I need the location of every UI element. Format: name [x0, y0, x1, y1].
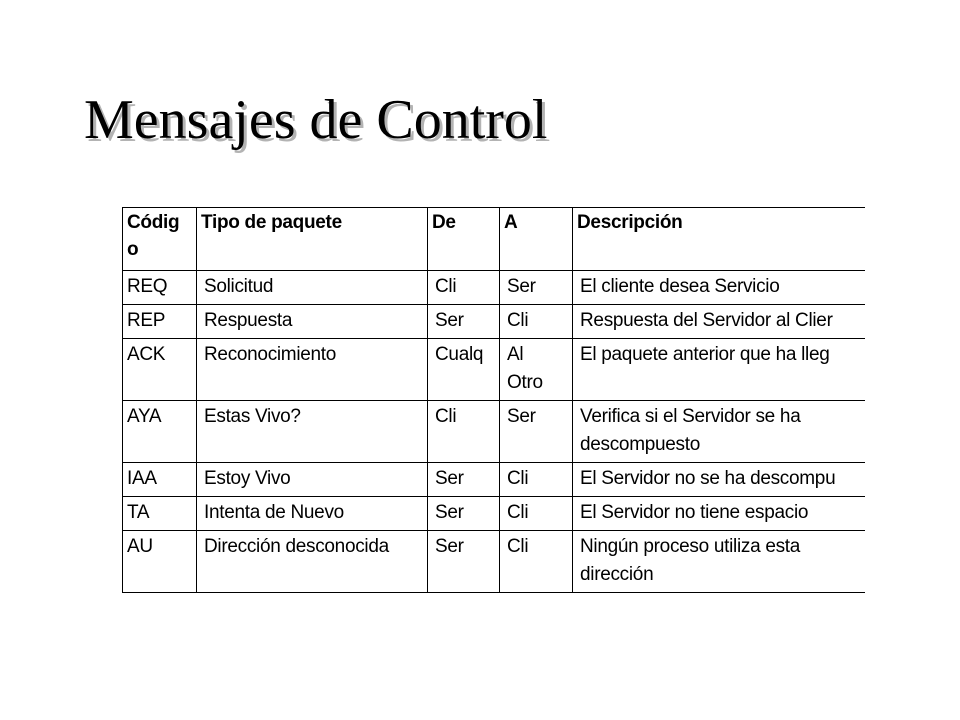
cell-type: Solicitud — [197, 271, 428, 305]
cell-code: ACK — [123, 339, 197, 401]
header-description: Descripción — [573, 208, 866, 271]
cell-code: REQ — [123, 271, 197, 305]
cell-to: Cli — [500, 305, 573, 339]
cell-code: TA — [123, 497, 197, 531]
table-row — [123, 401, 866, 463]
cell-type: Estas Vivo? — [197, 401, 428, 463]
table-row — [123, 463, 866, 497]
slide-title: Mensajes de Control — [84, 89, 548, 151]
cell-to: Cli — [500, 463, 573, 497]
table-row — [123, 339, 866, 401]
table-row — [123, 305, 866, 339]
cell-code: AU — [123, 531, 197, 593]
header-type: Tipo de paquete — [197, 208, 428, 271]
cell-to: Cli — [500, 531, 573, 593]
cell-type: Estoy Vivo — [197, 463, 428, 497]
cell-type: Respuesta — [197, 305, 428, 339]
cell-to: Al Otro — [500, 339, 573, 401]
cell-from: Cli — [428, 271, 500, 305]
cell-description: Verifica si el Servidor se ha descompuesto — [573, 401, 866, 463]
header-code: Códig o — [123, 208, 197, 271]
cell-code: REP — [123, 305, 197, 339]
header-from: De — [428, 208, 500, 271]
cell-description: El Servidor no se ha descompu — [573, 463, 866, 497]
cell-from: Ser — [428, 463, 500, 497]
header-to: A — [500, 208, 573, 271]
cell-from: Ser — [428, 497, 500, 531]
control-messages-table — [122, 207, 865, 593]
cell-from: Ser — [428, 531, 500, 593]
cell-type: Dirección desconocida — [197, 531, 428, 593]
table-row — [123, 497, 866, 531]
cell-from: Ser — [428, 305, 500, 339]
cell-to: Cli — [500, 497, 573, 531]
cell-description: El cliente desea Servicio — [573, 271, 866, 305]
cell-code: AYA — [123, 401, 197, 463]
cell-from: Cli — [428, 401, 500, 463]
cell-code: IAA — [123, 463, 197, 497]
cell-from: Cualq — [428, 339, 500, 401]
control-messages-table-container — [122, 207, 865, 597]
cell-description: Ningún proceso utiliza esta dirección — [573, 531, 866, 593]
cell-type: Reconocimiento — [197, 339, 428, 401]
table-row — [123, 531, 866, 593]
cell-description: El paquete anterior que ha lleg — [573, 339, 866, 401]
cell-description: El Servidor no tiene espacio — [573, 497, 866, 531]
table-row — [123, 271, 866, 305]
cell-type: Intenta de Nuevo — [197, 497, 428, 531]
cell-description: Respuesta del Servidor al Clier — [573, 305, 866, 339]
cell-to: Ser — [500, 271, 573, 305]
cell-to: Ser — [500, 401, 573, 463]
table-header-row — [123, 208, 866, 271]
